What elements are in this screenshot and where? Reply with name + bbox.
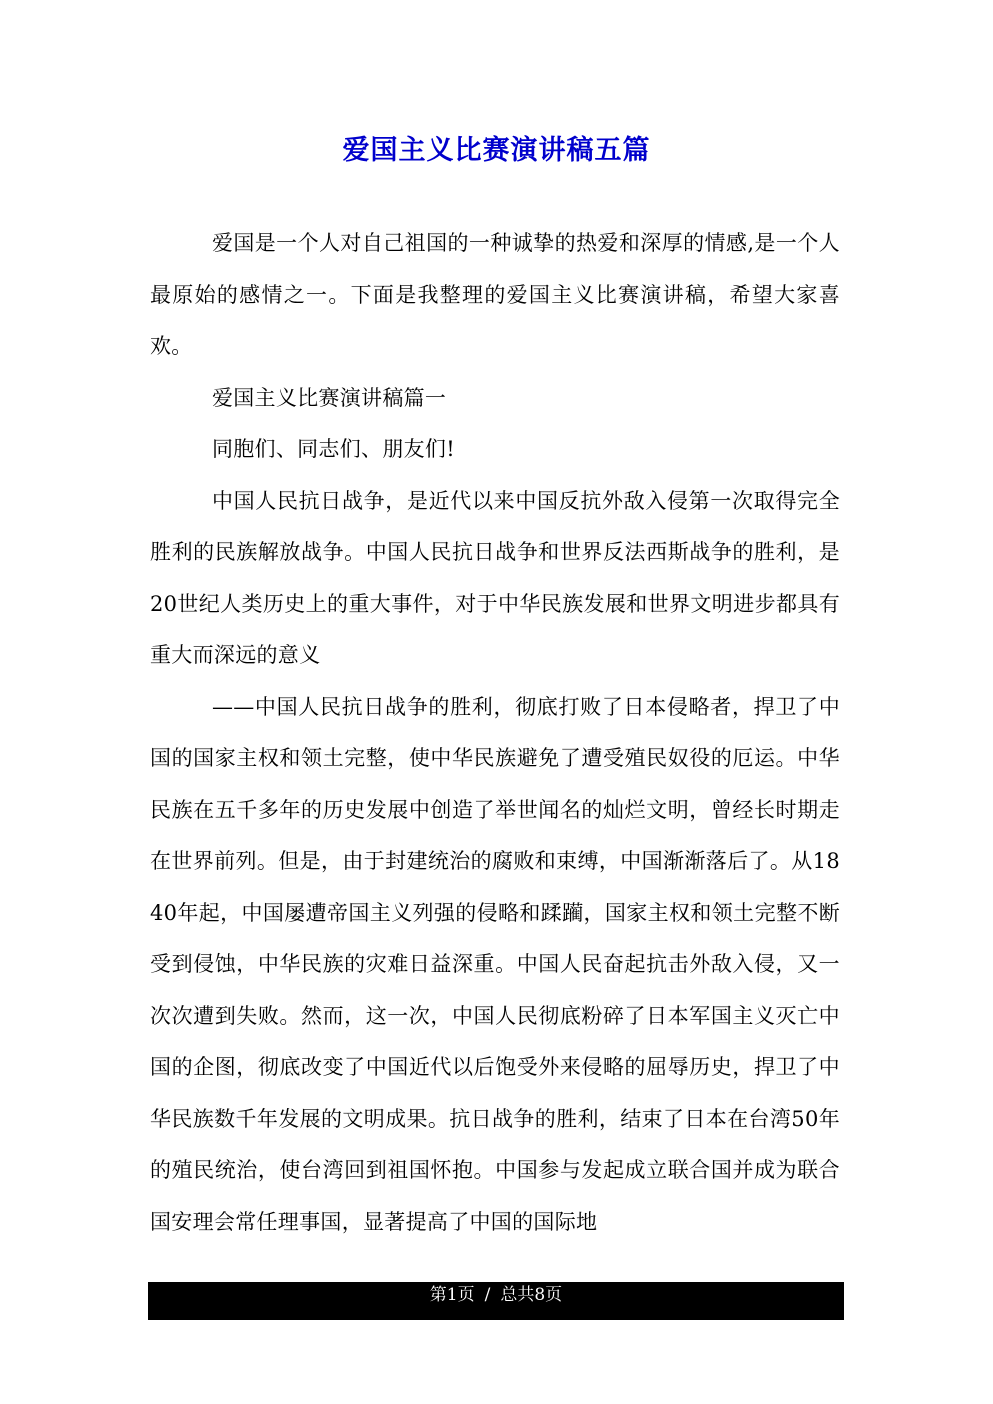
document-title: 爱国主义比赛演讲稿五篇 [342,135,651,166]
paragraph-body-2: ——中国人民抗日战争的胜利，彻底打败了日本侵略者，捍卫了中国的国家主权和领土完整，使中华民族避免了遭受殖民奴役的厄运。中华民族在五千多年的历史发展中创造了举世闻名的灿烂文明，曾经长时期走在世界前列。但是，由于封建统治的腐败和束缚，中国渐渐落后了。从1840年起，中国屡遭帝国主义列强的侵略和蹂躏，国家主权和领土完整不断受到侵蚀，中华民族的灾难日益深重。中国人民奋起抗击外敌入侵，又一次次遭到失败。然而，这一次，中国人民彻底粉碎了日本军国主义灭亡中国的企图，彻底改变了中国近代以后饱受外来侵略的屈辱历史，捍卫了中华民族数千年发展的文明成果。抗日战争的胜利，结束了日本在台湾50年的殖民统治，使台湾回到祖国怀抱。中国参与发起成立联合国并成为联合国安理会常任理事国，显著提高了中国的国际地 [150,694,840,1234]
footer-separator: / [484,1285,491,1305]
paragraph-body-1: 中国人民抗日战争，是近代以来中国反抗外敌入侵第一次取得完全胜利的民族解放战争。中国人民抗日战争和世界反法西斯战争的胜利，是20世纪人类历史上的重大事件，对于中华民族发展和世界文明进步都具有重大而深远的意义 [150,488,840,667]
page-footer [148,1282,844,1320]
paragraph-salutation: 同胞们、同志们、朋友们! [211,437,455,461]
paragraph-section-heading: 爱国主义比赛演讲稿篇一 [211,385,447,410]
document-body [150,218,840,1248]
paragraph-intro: 爱国是一个人对自己祖国的一种诚挚的热爱和深厚的情感,是一个人最原始的感情之一。下面是我整理的爱国主义比赛演讲稿，希望大家喜欢。 [150,231,840,358]
footer-page-number: 第1页 [429,1285,475,1305]
footer-total-pages: 总共8页 [500,1285,563,1305]
